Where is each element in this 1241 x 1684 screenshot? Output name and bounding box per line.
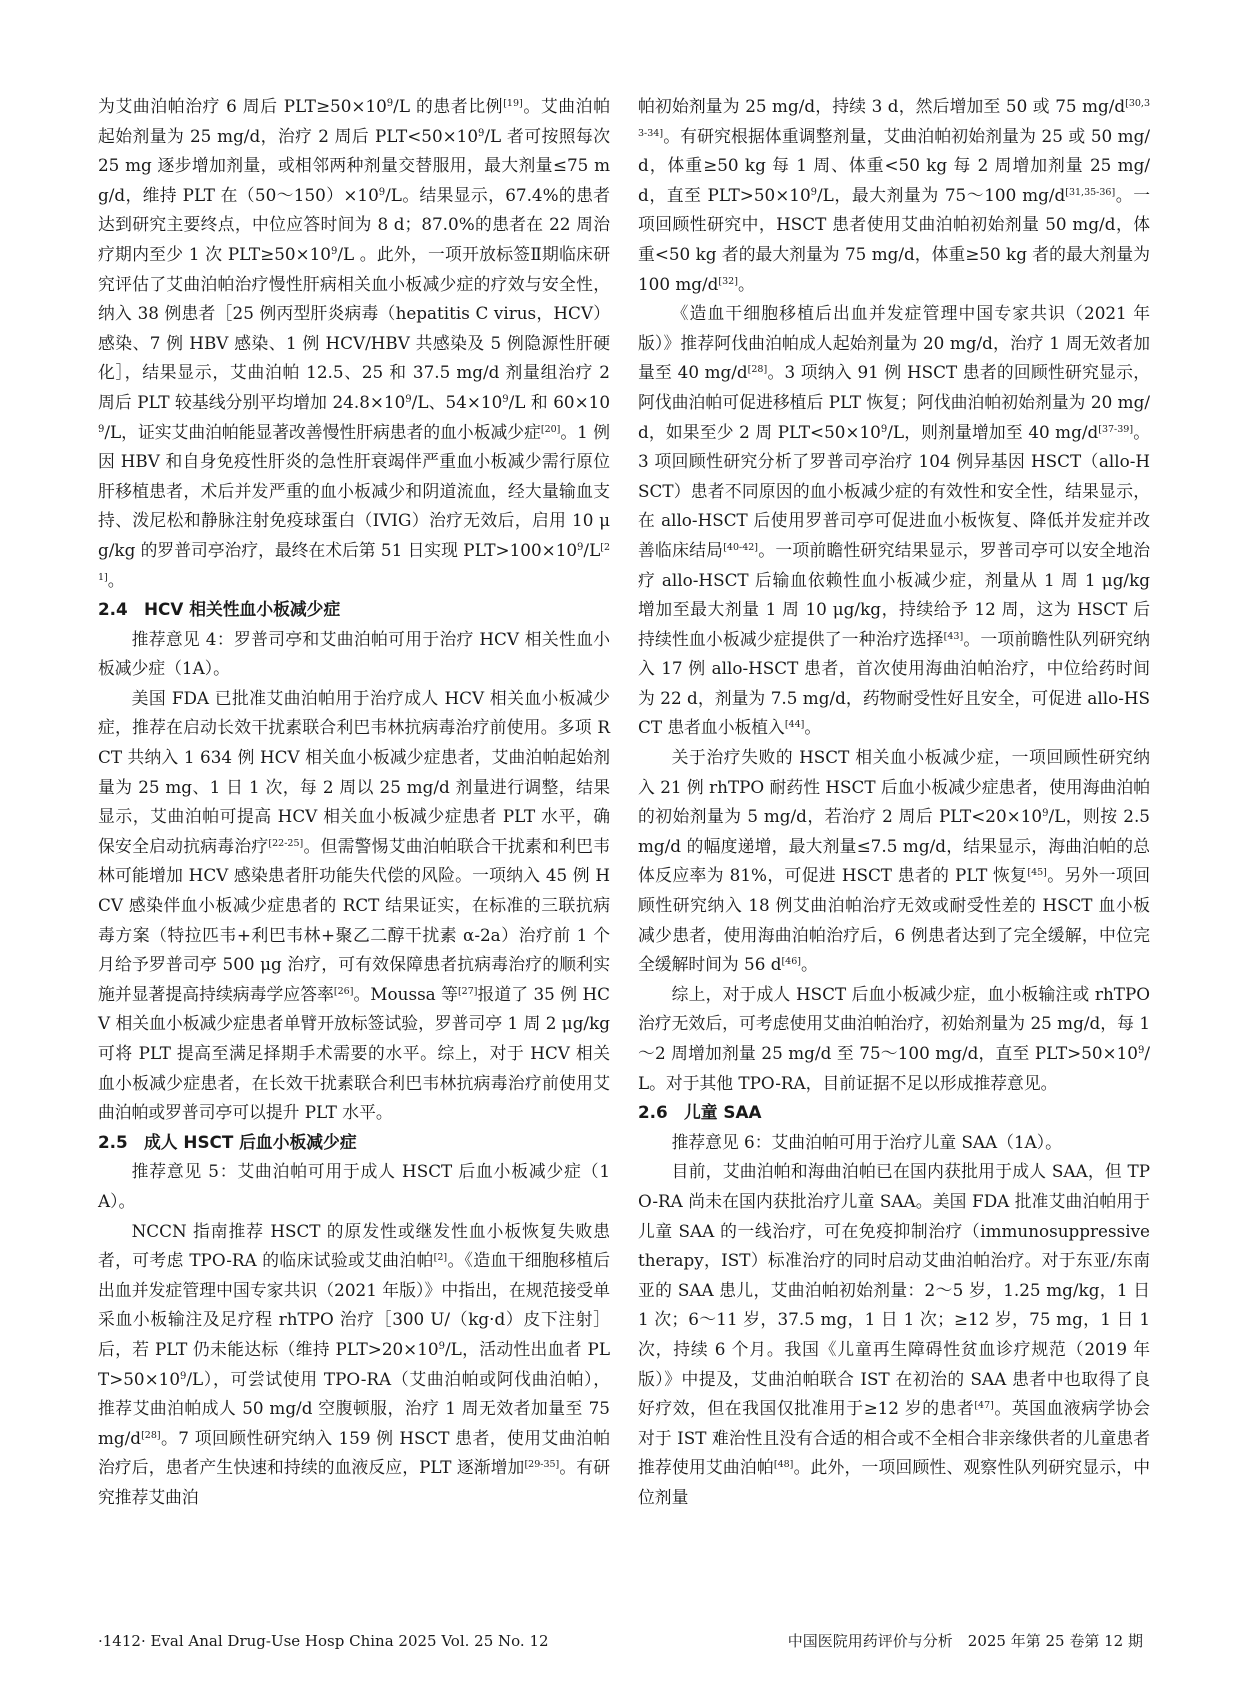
text-run: 推荐意见 5：艾曲泊帕可用于成人 HSCT 后血小板减少症（1A）。 — [98, 1161, 610, 1211]
citation-reference: [48] — [773, 1459, 794, 1471]
text-run: /L 。此外，一项开放标签Ⅱ期临床研究评估了艾曲泊帕治疗慢性肝病相关血小板减少症的疗效与安全性，纳入 38 例患者［25 例丙型肝炎病毒（hepatitis C virus，HCV）感染、7 例 HBV 感染、1 例 HCV/HBV 共感染及 5 例隐源性肝硬化］，结果显示，艾曲泊帕 12.5、25 和 37.5 mg/d 剂量组治疗 2 周后 PLT 较基线分别平均增加 24.8×10 — [98, 243, 610, 412]
citation-reference: [37-39] — [1098, 423, 1134, 435]
citation-reference: [31,35-36] — [1065, 186, 1116, 198]
body-paragraph — [638, 743, 1150, 980]
exponent: 9 — [386, 98, 394, 109]
text-run: 。一项回顾性研究中，HSCT 患者使用艾曲泊帕初始剂量 50 mg/d，体重<50 kg 者的最大剂量为 75 mg/d，体重≥50 kg 者的最大剂量为 100 mg/d — [638, 184, 1150, 294]
text-run: 美国 FDA 已批准艾曲泊帕用于治疗成人 HCV 相关血小板减少症，推荐在启动长效干扰素联合利巴韦林抗病毒治疗前使用。多项 RCT 共纳入 1 634 例 HCV 相关血小板减少症患者，艾曲泊帕起始剂量为 25 mg、1 日 1 次，每 2 周以 25 mg/d 剂量进行调整，结果显示，艾曲泊帕可提高 HCV 相关血小板减少症患者 PLT 水平，确保安全启动抗病毒治疗 — [98, 687, 610, 856]
citation-reference: [30,33-34] — [638, 98, 1150, 139]
text-run: 。有研究根据体重调整剂量，艾曲泊帕初始剂量为 25 或 50 mg/d，体重≥50 kg 每 1 周、体重<50 kg 每 2 周增加剂量 25 mg/d，直至 PLT>50×10 — [638, 125, 1150, 205]
text-run: 。7 项回顾性研究纳入 159 例 HSCT 患者，使用艾曲泊帕治疗后，患者产生快速和持续的血液反应，PLT 逐渐增加 — [98, 1427, 610, 1478]
text-run: 。一项前瞻性研究结果显示，罗普司亭可以安全地治疗 allo-HSCT 后输血依赖性血小板减少症，剂量从 1 周 1 μg/kg 增加至最大剂量 1 周 10 μg/kg，持续给予 12 周，这为 HSCT 后持续性血小板减少症提供了一种治疗选择 — [638, 539, 1150, 649]
exponent: 9 — [1137, 1045, 1145, 1056]
body-paragraph — [98, 1217, 610, 1513]
text-run: 。一项前瞻性队列研究纳入 17 例 allo-HSCT 患者，首次使用海曲泊帕治疗，中位给药时间为 22 d，剂量为 7.5 mg/d，药物耐受性好且安全，可促进 allo-HSCT 患者血小板植入 — [638, 628, 1150, 738]
text-run: 报道了 35 例 HCV 相关血小板减少症患者单臂开放标签试验，罗普司亭 1 周 2 μg/kg 可将 PLT 提高至满足择期手术需要的水平。综上，对于 HCV 相关血小板减少症患者，在长效干扰素联合利巴韦林抗病毒治疗前使用艾曲泊帕或罗普司亭可以提升 PLT 水平。 — [98, 983, 610, 1123]
citation-reference: [19] — [503, 98, 523, 109]
text-run: 。英国血液病学协会对于 IST 难治性且没有合适的相合或不全相合非亲缘供者的儿童患者推荐使用艾曲泊帕 — [638, 1398, 1150, 1478]
section-title: 儿童 SAA — [684, 1102, 762, 1123]
section-heading — [98, 595, 610, 625]
body-paragraph — [98, 684, 610, 1128]
citation-reference: [29-35] — [524, 1459, 560, 1471]
exponent: 9 — [405, 393, 412, 405]
section-number: 2.4 — [98, 599, 128, 620]
text-run: /L，活动性出血者 PLT>50×10 — [98, 1338, 610, 1389]
exponent: 9 — [180, 1370, 187, 1382]
text-run: 帕初始剂量为 25 mg/d，持续 3 d，然后增加至 50 或 75 mg/d — [638, 96, 1126, 116]
text-run: 。1 例因 HBV 和自身免疫性肝炎的急性肝衰竭伴严重血小板减少需行原位肝移植患者，术后并发严重的血小板减少和阴道流血，经大量输血支持、泼尼松和静脉注射免疫球蛋白（IVIG）治疗无效后，启用 10 μg/kg 的罗普司亭治疗，最终在术后第 51 日实现 PLT>100×10 — [98, 421, 610, 560]
exponent: 9 — [98, 423, 105, 435]
text-run: 。《造血干细胞移植后出血并发症管理中国专家共识（2021 年版）》中指出，在规范接受单采血小板输注及足疗程 rhTPO 治疗［300 U/（kg·d）皮下注射］后，若 PLT 仍未能达标（维持 PLT>20×10 — [98, 1250, 611, 1359]
citation-reference: [20] — [540, 423, 561, 435]
citation-reference: [28] — [141, 1429, 161, 1441]
text-run: 。此外，一项回顾性、观察性队列研究显示，中位剂量 — [638, 1457, 1150, 1507]
section-heading — [638, 1098, 1150, 1128]
text-run: 《造血干细胞移植后出血并发症管理中国专家共识（2021 年版）》推荐阿伐曲泊帕成人起始剂量为 20 mg/d，治疗 1 周无效者加量至 40 mg/d — [638, 303, 1150, 383]
text-run: /L，则按 2.5 mg/d 的幅度递增，最大剂量≤7.5 mg/d，结果显示，海曲泊帕的总体反应率为 81%，可促进 HSCT 患者的 PLT 恢复 — [638, 806, 1150, 886]
text-run: /L 者可按照每次 25 mg 逐步增加剂量，或相邻两种剂量交替服用，最大剂量≤75 mg/d，维持 PLT 在（50～150）×10 — [98, 125, 610, 205]
citation-reference: [28] — [747, 364, 768, 376]
text-run: 。有研究推荐艾曲泊 — [98, 1457, 610, 1507]
citation-reference: [47] — [974, 1400, 994, 1412]
text-run: 。3 项纳入 91 例 HSCT 患者的回顾性研究显示，阿伐曲泊帕可促进移植后 PLT 恢复；阿伐曲泊帕初始剂量为 20 mg/d，如果至少 2 周 PLT<50×10 — [638, 362, 1150, 442]
exponent: 9 — [1042, 808, 1049, 820]
text-run: 。 — [800, 954, 818, 975]
text-run: 为艾曲泊帕治疗 6 周后 PLT≥50×10 — [98, 96, 387, 116]
text-run: 。Moussa 等 — [353, 983, 458, 1004]
text-run: 。艾曲泊帕起始剂量为 25 mg/d，治疗 2 周后 PLT<50×10 — [98, 96, 610, 146]
section-title: HCV 相关性血小板减少症 — [144, 599, 341, 620]
text-run: 。另外一项回顾性研究纳入 18 例艾曲泊帕治疗无效或耐受性差的 HSCT 血小板减少患者，使用海曲泊帕治疗后，6 例患者达到了完全缓解，中位完全缓解时间为 56 d — [638, 865, 1150, 975]
text-run: /L，最大剂量为 75～100 mg/d — [817, 184, 1066, 205]
text-run: /L。结果显示，67.4%的患者达到研究主要终点，中位应答时间为 8 d；87.0%的患者在 22 周治疗期内至少 1 次 PLT≥50×10 — [98, 184, 610, 264]
citation-reference: [32] — [718, 275, 738, 287]
exponent: 9 — [438, 1340, 445, 1352]
citation-reference: [2] — [433, 1252, 448, 1264]
text-run: 。 — [804, 717, 822, 738]
text-run: 。3 项回顾性研究分析了罗普司亭治疗 104 例异基因 HSCT（allo-HSCT）患者不同原因的血小板减少症的有效性和安全性，结果显示，在 allo-HSCT 后使用罗普司亭可促进血小板恢复、降低并发症并改善临床结局 — [638, 421, 1150, 560]
text-run: 目前，艾曲泊帕和海曲泊帕已在国内获批用于成人 SAA，但 TPO-RA 尚未在国内获批治疗儿童 SAA。美国 FDA 批准艾曲泊帕用于儿童 SAA 的一线治疗，可在免疫抑制治疗（immunosuppressive therapy，IST）标准治疗的同时启动艾曲泊帕治疗。对于东亚/东南亚的 SAA 患儿，艾曲泊帕初始剂量：2～5 岁，1.25 mg/kg，1 日 1 次；6～11 岁，37.5 mg，1 日 1 次；≥12 岁，75 mg，1 日 1 次，持续 6 个月。我国《儿童再生障碍性贫血诊疗规范（2019 年版）》中提及，艾曲泊帕联合 IST 在初治的 SAA 患者中也取得了良好疗效，但在我国仅批准用于≥12 岁的患者 — [638, 1161, 1150, 1419]
text-run: /L），可尝试使用 TPO-RA（艾曲泊帕或阿伐曲泊帕），推荐艾曲泊帕成人 50 mg/d 空腹顿服，治疗 1 周无效者加量至 75 mg/d — [98, 1368, 610, 1448]
section-number: 2.6 — [638, 1102, 668, 1123]
citation-reference: [40-42] — [723, 541, 759, 553]
citation-reference: [43] — [943, 630, 964, 642]
citation-reference: [21] — [98, 541, 610, 583]
text-run: /L，则剂量增加至 40 mg/d — [887, 421, 1099, 442]
text-run: /L 的患者比例 — [393, 96, 504, 116]
body-paragraph — [638, 980, 1150, 1098]
footer-journal-info-cn: 中国医院用药评价与分析 2025 年第 25 卷第 12 期 — [787, 1632, 1143, 1650]
body-paragraph — [638, 92, 1150, 299]
text-run: 。 — [107, 569, 125, 590]
exponent: 9 — [577, 541, 584, 553]
exponent: 9 — [810, 186, 818, 198]
exponent: 9 — [478, 127, 485, 139]
text-run: 综上，对于成人 HSCT 后血小板减少症，血小板输注或 rhTPO 治疗无效后，可考虑使用艾曲泊帕治疗，初始剂量为 25 mg/d，每 1～2 周增加剂量 25 mg/d 至 75～100 mg/d，直至 PLT>50×10 — [638, 983, 1150, 1063]
section-heading — [98, 1128, 610, 1158]
text-run: 推荐意见 6：艾曲泊帕可用于治疗儿童 SAA（1A）。 — [671, 1131, 1062, 1152]
footer-journal-info: ·1412· Eval Anal Drug-Use Hosp China 2025 Vol. 25 No. 12 — [98, 1632, 549, 1650]
left-text-column — [98, 92, 610, 1513]
body-paragraph — [98, 1157, 610, 1216]
citation-reference: [44] — [784, 719, 805, 731]
text-run: 关于治疗失败的 HSCT 相关血小板减少症，一项回顾性研究纳入 21 例 rhTPO 耐药性 HSCT 后血小板减少症患者，使用海曲泊帕的初始剂量为 5 mg/d，若治疗 2 周后 PLT<20×10 — [638, 747, 1150, 827]
exponent: 9 — [502, 393, 509, 405]
exponent: 9 — [378, 186, 386, 198]
text-run: /L、54×10 — [411, 391, 503, 412]
text-run: /L。对于其他 TPO-RA，目前证据不足以形成推荐意见。 — [638, 1043, 1150, 1093]
exponent: 9 — [880, 423, 888, 435]
section-title: 成人 HSCT 后血小板减少症 — [144, 1131, 357, 1152]
text-run: /L，证实艾曲泊帕能显著改善慢性肝病患者的血小板减少症 — [104, 421, 541, 442]
text-run: /L 和 60×10 — [508, 391, 611, 412]
text-run: 。但需警惕艾曲泊帕联合干扰素和利巴韦林可能增加 HCV 感染患者肝功能失代偿的风险。一项纳入 45 例 HCV 感染伴血小板减少症患者的 RCT 结果证实，在标准的三联抗病毒方案（特拉匹韦+利巴韦林+聚乙二醇干扰素 α-2a）治疗前 1 个月给予罗普司亭 500 μg 治疗，可有效保障患者抗病毒治疗的顺利实施并显著提高持续病毒学应答率 — [98, 835, 610, 1004]
body-paragraph — [98, 625, 610, 684]
text-run: /L — [583, 539, 601, 560]
citation-reference: [27] — [457, 985, 478, 997]
citation-reference: [26] — [333, 985, 354, 997]
right-text-column — [638, 92, 1150, 1513]
section-number: 2.5 — [98, 1131, 128, 1152]
citation-reference: [45] — [1027, 867, 1047, 879]
citation-reference: [46] — [781, 956, 801, 968]
text-run: 。 — [737, 273, 755, 294]
exponent: 9 — [330, 245, 338, 257]
body-paragraph — [98, 92, 610, 595]
body-paragraph — [638, 1128, 1150, 1158]
text-run: 推荐意见 4：罗普司亭和艾曲泊帕可用于治疗 HCV 相关性血小板减少症（1A）。 — [98, 628, 610, 679]
body-paragraph — [638, 299, 1150, 743]
citation-reference: [22-25] — [268, 837, 304, 849]
text-run: NCCN 指南推荐 HSCT 的原发性或继发性血小板恢复失败患者，可考虑 TPO-RA 的临床试验或艾曲泊帕 — [98, 1220, 610, 1271]
body-paragraph — [638, 1157, 1150, 1512]
